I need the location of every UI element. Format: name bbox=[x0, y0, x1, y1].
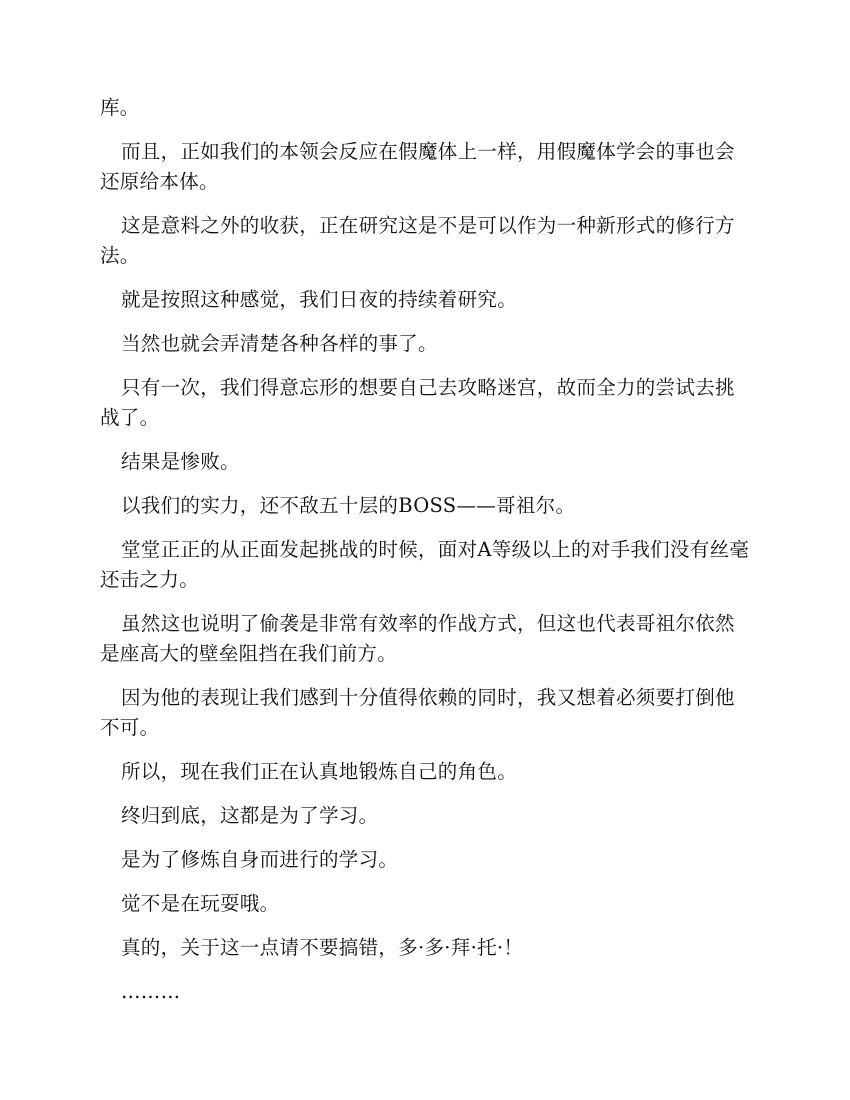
paragraph: 库。 bbox=[100, 96, 140, 119]
paragraph: 当然也就会弄清楚各种各样的事了。 bbox=[121, 332, 438, 355]
paragraph: 虽然这也说明了偷袭是非常有效率的作战方式，但这也代表哥祖尔依然是座高大的壁垒阻挡在我们前方。 bbox=[100, 612, 735, 665]
paragraph: 这是意料之外的收获，正在研究这是不是可以作为一种新形式的修行方法。 bbox=[100, 214, 735, 267]
paragraph: 是为了修炼自身而进行的学习。 bbox=[121, 848, 399, 871]
paragraph: 而且，正如我们的本领会反应在假魔体上一样，用假魔体学会的事也会还原给本体。 bbox=[100, 140, 735, 193]
paragraph: ……… bbox=[121, 980, 181, 1003]
paragraph: 以我们的实力，还不敌五十层的BOSS——哥祖尔。 bbox=[121, 494, 576, 517]
document-body bbox=[100, 93, 752, 1021]
paragraph: 真的，关于这一点请不要搞错，多·多·拜·托·！ bbox=[121, 936, 524, 959]
paragraph: 觉不是在玩耍哦。 bbox=[121, 892, 280, 915]
paragraph: 结果是惨败。 bbox=[121, 450, 240, 473]
paragraph: 终归到底，这都是为了学习。 bbox=[121, 804, 379, 827]
paragraph: 就是按照这种感觉，我们日夜的持续着研究。 bbox=[121, 288, 518, 311]
paragraph: 所以，现在我们正在认真地锻炼自己的角色。 bbox=[121, 760, 518, 783]
paragraph: 只有一次，我们得意忘形的想要自己去攻略迷宫，故而全力的尝试去挑战了。 bbox=[100, 376, 735, 429]
paragraph: 因为他的表现让我们感到十分值得依赖的同时，我又想着必须要打倒他不可。 bbox=[100, 686, 735, 739]
paragraph: 堂堂正正的从正面发起挑战的时候，面对A等级以上的对手我们没有丝毫还击之力。 bbox=[100, 538, 750, 591]
